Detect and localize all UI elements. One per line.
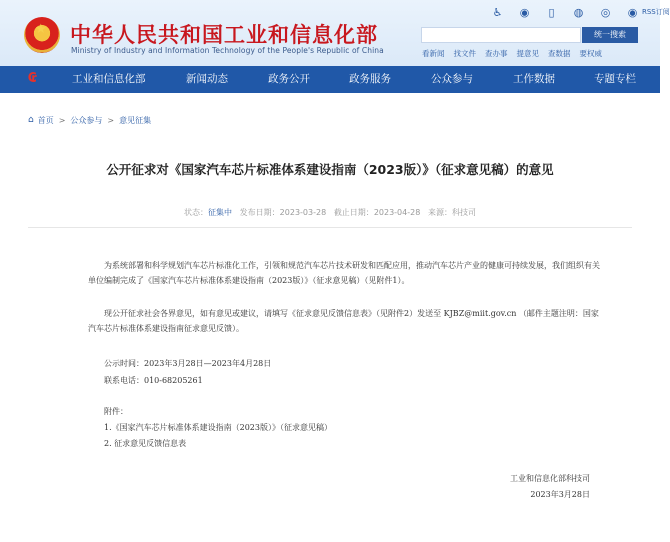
wechat-icon[interactable]: ◍	[573, 5, 584, 19]
nav-item-participation[interactable]: 公众参与	[431, 73, 473, 85]
breadcrumb-home[interactable]: 首页	[37, 115, 54, 125]
status-label: 状态：	[184, 208, 209, 217]
article-meta	[0, 207, 660, 218]
search-button[interactable]: 统一搜索	[582, 27, 638, 43]
top-icon-bar	[492, 4, 670, 20]
nav-item-data[interactable]: 工作数据	[513, 73, 555, 85]
quick-link-feedback[interactable]: 提意见	[516, 49, 539, 58]
quick-link-services[interactable]: 查办事	[485, 49, 508, 58]
emblem-star-icon: ★	[35, 22, 47, 37]
rss-icon[interactable]: ◉	[627, 5, 638, 19]
quick-link-news[interactable]: 看新闻	[422, 49, 445, 58]
attachments-label: 附件：	[104, 407, 128, 416]
gov-icon[interactable]: ◎	[600, 5, 611, 19]
site-subtitle: Ministry of Industry and Information Technology of the People's Republic of China	[71, 46, 384, 55]
breadcrumb-solicitation[interactable]: 意见征集	[119, 115, 152, 125]
nav-item-topics[interactable]: 专题专栏	[594, 73, 636, 85]
quick-links	[422, 48, 611, 59]
breadcrumb-separator: >	[107, 115, 115, 125]
breadcrumb-separator: >	[58, 115, 66, 125]
source-value: 科技司	[451, 208, 476, 217]
source-label: 来源：	[427, 208, 452, 217]
article-paragraph-2: 现公开征求社会各界意见，如有意见或建议，请填写《征求意见反馈信息表》（见附件2）发送至 KJBZ@miit.gov.cn （邮件主题注明：国家汽车芯片标准体系建设指南征求意见反馈）。	[88, 309, 599, 333]
article-paragraph-1: 为系统部署和科学规划汽车芯片标准化工作，引领和规范汽车芯片技术研发和匹配应用，推动汽车芯片产业的健康可持续发展，我们组织有关单位编制完成了《国家汽车芯片标准体系建设指南（2023版）》（征求意见稿）（见附件1）。	[88, 261, 600, 285]
home-logo-icon[interactable]: ₢	[28, 71, 38, 86]
nav-item-miit[interactable]: 工业和信息化部	[72, 73, 146, 85]
nav-item-gov-affairs[interactable]: 政务公开	[268, 73, 310, 85]
deadline-label: 截止日期：	[333, 208, 374, 217]
main-nav	[0, 66, 660, 93]
breadcrumb-participation[interactable]: 公众参与	[70, 115, 103, 125]
quick-link-files[interactable]: 找文件	[453, 49, 476, 58]
quick-link-authority[interactable]: 要权威	[579, 49, 602, 58]
search-input[interactable]	[421, 27, 581, 43]
attachment-link-2[interactable]: 2. 征求意见反馈信息表	[104, 439, 187, 448]
mobile-icon[interactable]: ▯	[548, 5, 555, 19]
deadline-date: 2023-04-28	[373, 208, 421, 217]
accessibility-icon[interactable]: ♿	[492, 5, 503, 19]
contact-phone: 联系电话：010-68205261	[104, 376, 203, 385]
home-icon: ⌂	[28, 115, 34, 125]
nav-item-services[interactable]: 政务服务	[349, 73, 391, 85]
signature-org: 工业和信息化部科技司	[510, 474, 590, 483]
signature-date: 2023年3月28日	[530, 490, 590, 499]
attachment-link-1[interactable]: 1.《国家汽车芯片标准体系建设指南（2023版）》（征求意见稿）	[104, 423, 332, 432]
publicity-time: 公示时间：2023年3月28日—2023年4月28日	[104, 359, 272, 368]
site-title[interactable]: 中华人民共和国工业和信息化部	[70, 23, 378, 47]
weibo-icon[interactable]: ◉	[519, 5, 530, 19]
quick-link-data[interactable]: 查数据	[548, 49, 571, 58]
publish-date-label: 发布日期：	[239, 208, 280, 217]
status-badge: 征集中	[208, 208, 233, 217]
publish-date: 2023-03-28	[279, 208, 327, 217]
breadcrumb	[28, 114, 151, 126]
nav-item-news[interactable]: 新闻动态	[186, 73, 228, 85]
site-header	[0, 0, 670, 66]
article-title: 公开征求对《国家汽车芯片标准体系建设指南（2023版）》（征求意见稿）的意见	[106, 162, 554, 177]
meta-divider	[28, 227, 632, 228]
rss-label[interactable]: RSS订阅	[642, 8, 670, 16]
